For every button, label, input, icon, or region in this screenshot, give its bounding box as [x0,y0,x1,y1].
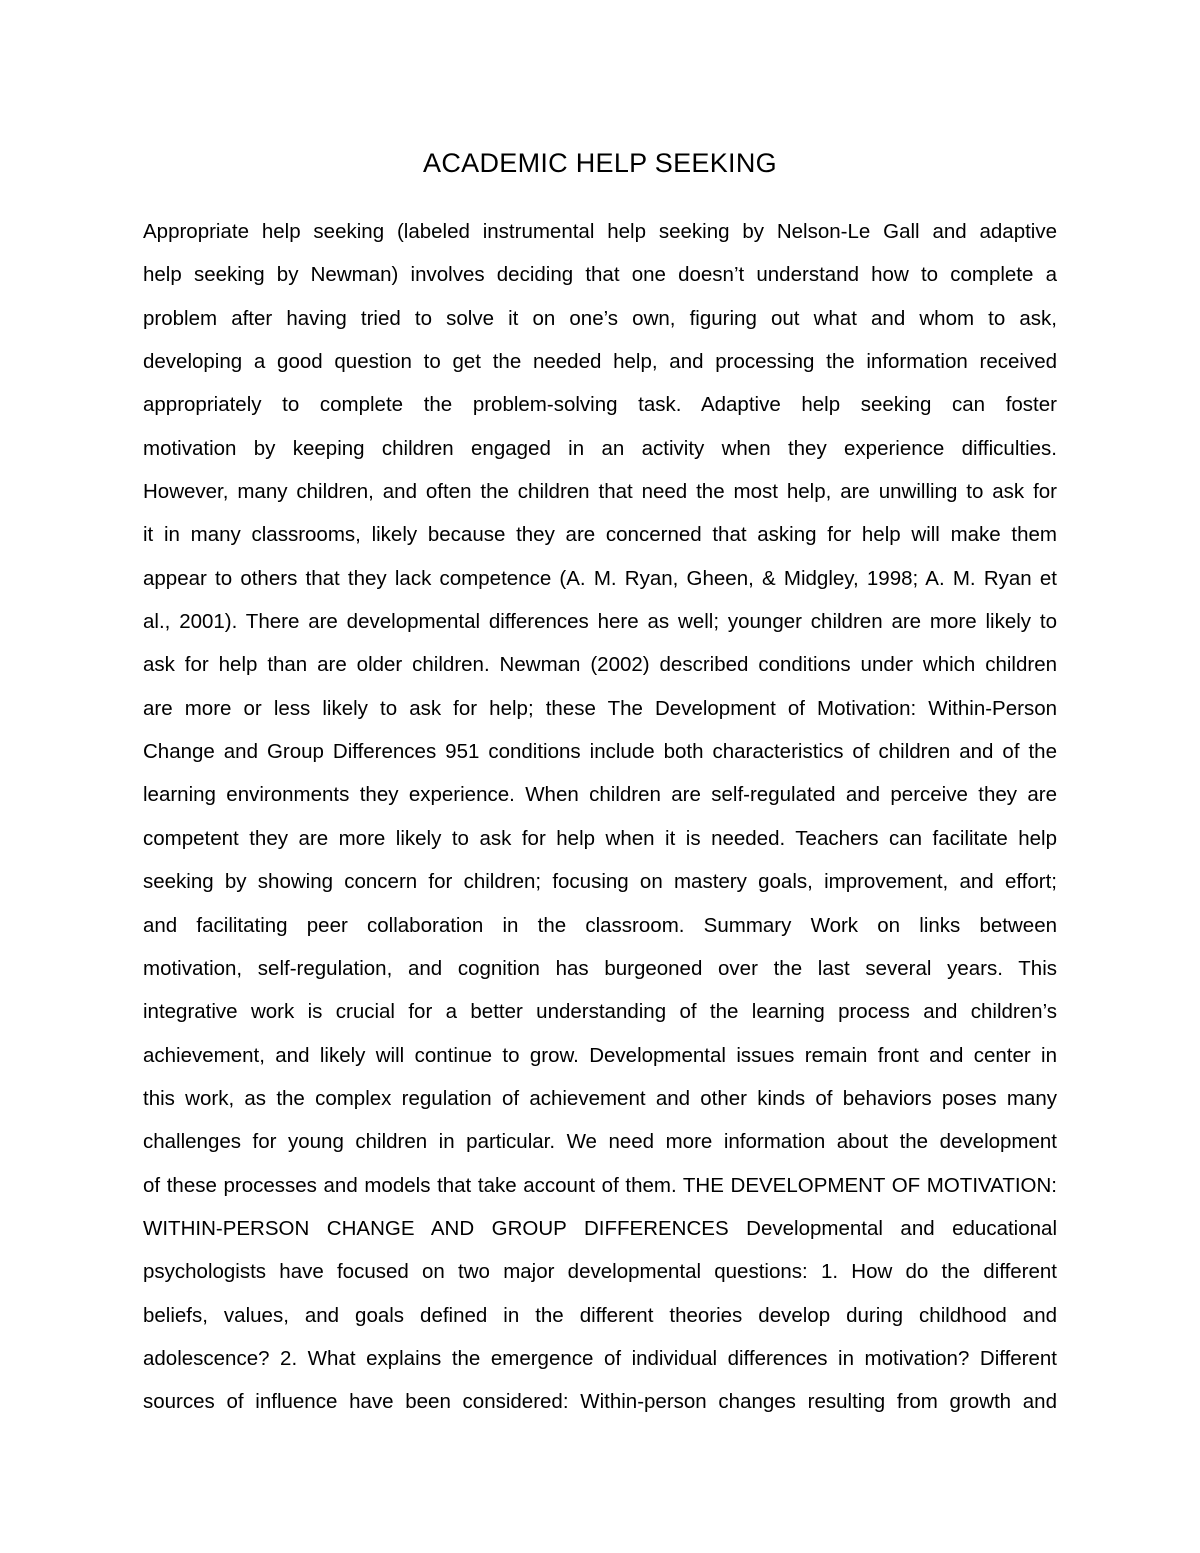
body-line: help seeking by Newman) involves deciding that one doesn’t understand how to complete a [143,263,1057,287]
body-line: Change and Group Differences 951 conditions include both characteristics of children and of the [143,740,1057,764]
body-line: appear to others that they lack competence (A. M. Ryan, Gheen, & Midgley, 1998; A. M. Ryan et [143,566,1057,590]
body-line: psychologists have focused on two major developmental questions: 1. How do the different [143,1260,1057,1284]
body-line: this work, as the complex regulation of achievement and other kinds of behaviors poses many [143,1086,1057,1110]
body-line: al., 2001). There are developmental differences here as well; younger children are more likely to [143,610,1057,634]
body-line: integrative work is crucial for a better understanding of the learning process and children’s [143,1000,1057,1024]
body-line: beliefs, values, and goals defined in the different theories develop during childhood and [143,1303,1057,1327]
body-line: adolescence? 2. What explains the emergence of individual differences in motivation? Different [143,1346,1057,1370]
body-line: motivation, self-regulation, and cognition has burgeoned over the last several years. This [143,956,1057,980]
body-line: developing a good question to get the needed help, and processing the information received [143,350,1057,374]
body-line: competent they are more likely to ask for help when it is needed. Teachers can facilitate help [143,826,1057,850]
body-line: motivation by keeping children engaged in an activity when they experience difficulties. [143,436,1057,460]
body-line: challenges for young children in particular. We need more information about the development [143,1130,1057,1154]
body-line: Appropriate help seeking (labeled instrumental help seeking by Nelson-Le Gall and adaptive [143,220,1057,243]
document-title: ACADEMIC HELP SEEKING [423,148,777,178]
body-line: ask for help than are older children. Newman (2002) described conditions under which children [143,653,1057,677]
body-line: it in many classrooms, likely because they are concerned that asking for help will make them [143,523,1057,547]
body-line: and facilitating peer collaboration in the classroom. Summary Work on links between [143,913,1057,937]
body-line: seeking by showing concern for children; focusing on mastery goals, improvement, and effort; [143,870,1057,894]
body-line: sources of influence have been considered: Within-person changes resulting from growth and [143,1390,1057,1414]
body-line: of these processes and models that take account of them. THE DEVELOPMENT OF MOTIVATION: [143,1173,1057,1197]
body-line: problem after having tried to solve it on one’s own, figuring out what and whom to ask, [143,306,1057,330]
body-line: WITHIN-PERSON CHANGE AND GROUP DIFFERENCES Developmental and educational [143,1216,1057,1240]
body-line: However, many children, and often the children that need the most help, are unwilling to ask for [143,480,1057,504]
document-body [143,210,1057,1424]
body-line: are more or less likely to ask for help; these The Development of Motivation: Within-Person [143,696,1057,720]
body-line: appropriately to complete the problem-solving task. Adaptive help seeking can foster [143,393,1057,417]
body-line: learning environments they experience. When children are self-regulated and perceive they are [143,783,1057,807]
body-line: achievement, and likely will continue to grow. Developmental issues remain front and center in [143,1043,1057,1067]
